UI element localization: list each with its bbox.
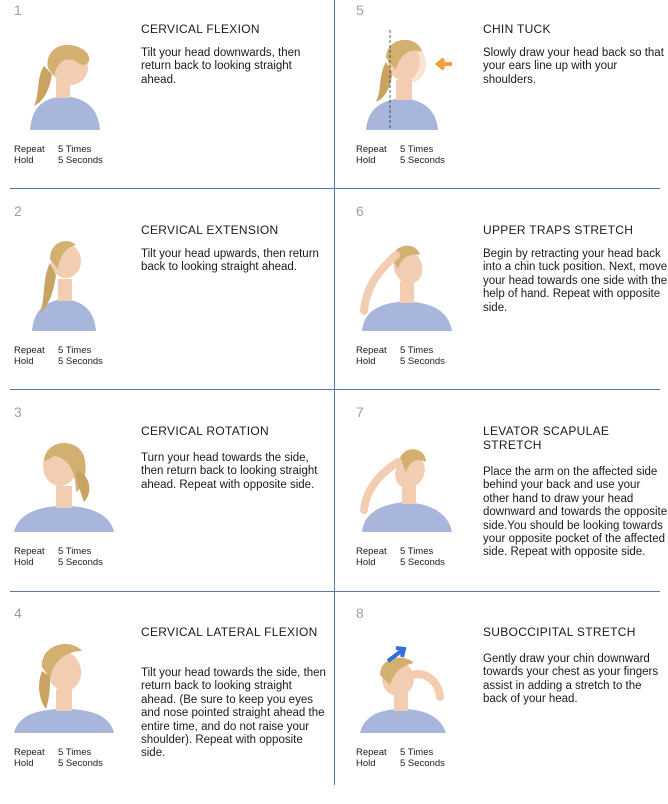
repeat-value: 5 Times [400,144,434,155]
repeat-label: Repeat [356,747,387,758]
exercise-reps [14,546,103,568]
cervical-extension-photo [14,229,116,331]
exercise-description: Begin by retracting your head back into a chin tuck position. Next, move your head towards one side with the help of hand. Repeat with opposite side. [483,248,668,314]
exercise-reps [356,345,445,367]
exercise-reps [356,144,445,166]
exercise-description: Tilt your head towards the side, then return back to looking straight ahead. (Be sure to keep you eyes and nose pointed straight ahead the entire time, and do not raise your shoulder). Repeat with opposite side. [141,667,326,760]
exercise-reps [356,747,445,769]
exercise-card-levator-scapulae-stretch [342,402,668,603]
levator-scapulae-stretch-photo [356,430,458,532]
exercise-description: Tilt your head downwards, then return back to looking straight ahead. [141,47,301,86]
exercise-number: 8 [356,605,364,621]
hold-label: Hold [14,557,34,568]
hold-label: Hold [356,557,376,568]
hold-value: 5 Seconds [400,557,445,568]
exercise-card-cervical-flexion [0,0,334,201]
hold-value: 5 Seconds [58,155,103,166]
hold-value: 5 Seconds [400,758,445,769]
exercise-description: Place the arm on the affected side behind your back and use your other hand to draw your head downward and towards the opposite side.You should be looking towards your opposite pocket of the affected side. Repeat with opposite side. [483,466,668,559]
exercise-number: 2 [14,203,22,219]
hold-label: Hold [356,356,376,367]
repeat-label: Repeat [14,747,45,758]
exercise-number: 6 [356,203,364,219]
exercise-description: Gently draw your chin downward towards your chest as your fingers assist in adding a stretch to the back of your head. [483,653,659,706]
exercise-description: Slowly draw your head back so that your ears line up with your shoulders. [483,47,664,86]
exercise-card-suboccipital-stretch [342,603,668,804]
repeat-label: Repeat [14,144,45,155]
cervical-lateral-flexion-photo [14,631,116,733]
repeat-value: 5 Times [400,747,434,758]
repeat-label: Repeat [356,144,387,155]
exercise-reps [14,345,103,367]
exercise-number: 1 [14,2,22,18]
exercise-card-cervical-rotation [0,402,334,603]
cervical-rotation-photo [14,430,116,532]
exercise-description: Turn your head towards the side, then return back to looking straight ahead. Repeat with opposite side. [141,452,318,491]
repeat-label: Repeat [356,345,387,356]
repeat-value: 5 Times [400,345,434,356]
exercise-number: 7 [356,404,364,420]
exercise-number: 3 [14,404,22,420]
exercise-card-upper-traps-stretch [342,201,668,402]
hold-value: 5 Seconds [400,155,445,166]
repeat-value: 5 Times [58,546,92,557]
hold-value: 5 Seconds [58,356,103,367]
repeat-value: 5 Times [58,345,92,356]
exercise-card-chin-tuck [342,0,668,201]
hold-value: 5 Seconds [58,557,103,568]
hold-label: Hold [356,758,376,769]
exercise-title: CERVICAL LATERAL FLEXION [141,625,318,639]
exercise-title: CERVICAL FLEXION [141,22,260,36]
exercise-title: CERVICAL EXTENSION [141,223,279,237]
repeat-label: Repeat [14,546,45,557]
exercise-number: 5 [356,2,364,18]
exercise-card-cervical-extension [0,201,334,402]
exercise-reps [356,546,445,568]
suboccipital-stretch-photo [356,631,458,733]
repeat-value: 5 Times [58,144,92,155]
exercise-description: Tilt your head upwards, then return back to looking straight ahead. [141,248,319,274]
chin-tuck-photo [356,28,458,130]
repeat-value: 5 Times [400,546,434,557]
exercise-card-cervical-lateral-flexion [0,603,334,804]
hold-value: 5 Seconds [400,356,445,367]
exercise-title: SUBOCCIPITAL STRETCH [483,625,636,639]
exercise-title: CHIN TUCK [483,22,551,36]
exercise-title: LEVATOR SCAPULAE STRETCH [483,424,610,452]
hold-label: Hold [356,155,376,166]
upper-traps-stretch-photo [356,229,458,331]
exercise-number: 4 [14,605,22,621]
hold-label: Hold [14,356,34,367]
hold-label: Hold [14,758,34,769]
exercise-title: UPPER TRAPS STRETCH [483,223,634,237]
repeat-label: Repeat [14,345,45,356]
exercise-reps [14,747,103,769]
exercise-reps [14,144,103,166]
repeat-value: 5 Times [58,747,92,758]
exercise-title: CERVICAL ROTATION [141,424,270,438]
cervical-flexion-photo [14,28,116,130]
column-divider [334,0,335,785]
hold-label: Hold [14,155,34,166]
hold-value: 5 Seconds [58,758,103,769]
repeat-label: Repeat [356,546,387,557]
